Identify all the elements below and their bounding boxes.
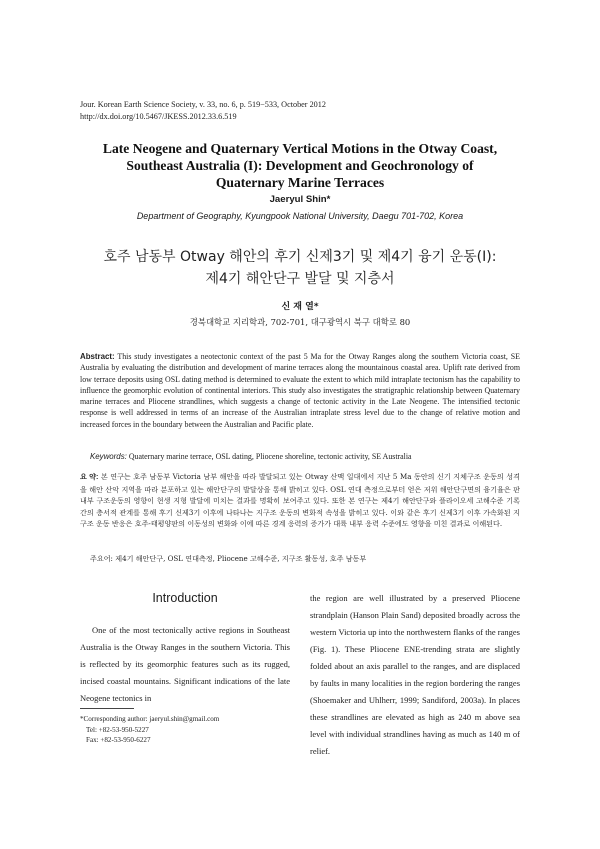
korean-abstract-label: 요 약: (80, 473, 99, 481)
keywords-text: Quaternary marine terrace, OSL dating, Pliocene shoreline, tectonic activity, SE Australia (128, 452, 412, 461)
title-line-2: Southeast Australia (I): Development and Geochronology of (126, 158, 474, 173)
abstract-text: This study investigates a neotectonic context of the past 5 Ma for the Otway Ranges along the southern Victoria coast, SE Australia by evaluating the distribution and development of marine terraces along the mountainous coastal area. Uplift rate derived from low terrace deposits using OSL dating method is determined to evaluate the extent to which mild intraplate tectonism has the capability to influence the geomorphic evolution of continental interiors. This study also investigates the stratigraphic relationship between Quaternary marine terraces and Pliocene strandlines, which suggests a change of tectonic activity in the Late Neogene. The intensified tectonic response is well addressed in terms of an increase of the Australian intraplate stress level due to the change of relative motion and increased forces in the boundary between the Australian and Pacific plate. (80, 352, 520, 429)
keywords-label: Keywords: (90, 452, 127, 461)
body-column-right (310, 590, 520, 760)
footnote-divider (80, 708, 134, 709)
korean-author-name: 신 재 열* (281, 302, 319, 312)
korean-title (70, 246, 530, 290)
corresponding-author: *Corresponding author: jaeryul.shin@gmail.com (80, 715, 220, 723)
telephone: Tel: +82-53-950-5227 (86, 725, 149, 734)
body-column-left (80, 591, 290, 707)
korean-affiliation: 경북대학교 지리학과, 702-701, 대구광역시 북구 대학로 80 (189, 317, 411, 327)
author-name: Jaeryul Shin* (269, 194, 331, 205)
section-heading-introduction: Introduction (152, 591, 218, 605)
korean-keywords-text: 제4기 해안단구, OSL 연대측정, Pliocene 고해수준, 지구조 활동성, 호주 남동부 (115, 554, 367, 563)
keywords (90, 451, 520, 462)
journal-doi: http://dx.doi.org/10.5467/JKESS.2012.33.6.519 (80, 111, 237, 121)
korean-keywords (90, 553, 520, 564)
korean-title-line-2: 제4기 해안단구 발달 및 지층서 (205, 271, 395, 287)
korean-title-line-1: 호주 남동부 Otway 해안의 후기 신제3기 및 제4기 융기 운동(I): (103, 249, 497, 265)
paper-title (70, 140, 530, 191)
footnote (80, 714, 295, 746)
body-paragraph-right: the region are well illustrated by a preserved Pliocene strandplain (Hanson Plain Sand) deposited broadly across the western Victoria up into the northwestern flanks of the ranges (Fig. 1). These Pliocene ENE-trending strata are slightly folded about an axis parallel to the ranges, and are displaced by faults in many localities in the region bordering the ranges (Shoemaker and Uhlherr, 1999; Sandiford, 2003a). In places these strandlines are elevated as high as 240 m above sea level with individual strandlines having as much as 140 m of relief. (310, 593, 520, 756)
korean-keywords-label: 주요어: (90, 554, 113, 563)
journal-citation: Jour. Korean Earth Science Society, v. 33, no. 6, p. 519−533, October 2012 (80, 100, 326, 109)
body-paragraph-left: One of the most tectonically active regions in Southeast Australia is the Otway Ranges in the southern Victoria. This is reflected by its geomorphic features such as its rugged, incised coastal mountains. Significant indications of the late Neogene tectonics in (80, 625, 290, 703)
fax: Fax: +82-53-950-6227 (86, 736, 151, 745)
author-affiliation: Department of Geography, Kyungpook National University, Daegu 701-702, Korea (136, 211, 464, 221)
abstract (80, 351, 520, 430)
title-line-1: Late Neogene and Quaternary Vertical Motions in the Otway Coast, (102, 141, 498, 156)
korean-abstract-text: 본 연구는 호주 남동부 Victoria 남부 해안을 따라 발달되고 있는 Otway 산맥 일대에서 지난 5 Ma 동안의 신기 지체구조 운동의 성격을 해안 산악 지역을 따라 분포하고 있는 해안단구의 발달상을 통해 밝히고 있다. OSL 연대 측정으로부터 얻은 저위 해안단구면의 융기율은 판 내부 구조운동의 영향이 현생 지형 발달에 미치는 결과를 명확히 보여주고 있다. 또한 본 연구는 제4기 해안단구와 플라이오세 고해수준 기록 간의 층서적 관계를 통해 후기 신제3기 이후에 나타나는 지구조 운동의 변화적 속성을 밝히고 있다. 이와 같은 후기 신제3기 이후 가속화된 지구조 운동 반응은 호주-태평양판의 이동성의 변화와 이에 따른 경계 응력의 증가가 대륙 내부 응력 수준에도 영향을 미친 결과로 이해된다. (80, 472, 520, 529)
korean-abstract (80, 471, 520, 530)
abstract-label: Abstract: (80, 352, 115, 361)
title-line-3: Quaternary Marine Terraces (215, 175, 385, 190)
journal-header (80, 99, 520, 122)
